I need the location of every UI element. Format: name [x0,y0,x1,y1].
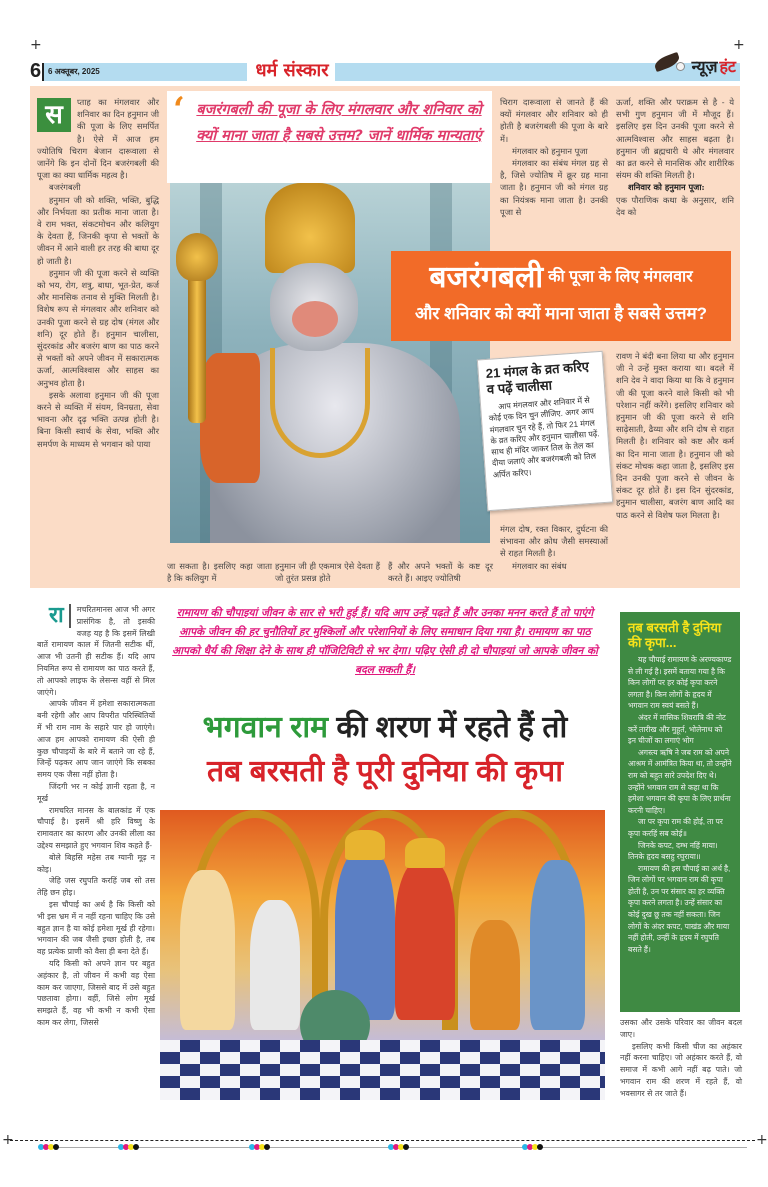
paragraph: एक पौराणिक कथा के अनुसार, शनि देव को [616,194,734,217]
registration-marks [522,1144,542,1150]
quote-headline-box [167,91,492,183]
under-image-column-3 [388,560,493,584]
article-hanuman-column-4-continued [616,350,734,521]
sidebar-box [620,612,740,1012]
chaupai: बोले बिहसि महेस तब ग्यानी मूढ़ न कोइ। [37,852,155,874]
paragraph: ऊर्जा, शक्ति और पराक्रम से है - ये सभी गुण हनुमान जी में मौजूद हैं। इसलिए इस दिन उनकी पूजा करने से आत्मविश्वास और साहस बढ़ता है। हनुमान जी ब्रह्मचारी थे और मंगलवार का व्रत करने से मानसिक और शारीरिक संयम की शक्ति मिलती है। [616,97,734,181]
crop-mark: + [30,37,42,53]
banner-text-line2: और शनिवार को क्यों माना जाता है सबसे उत्तम? [415,304,707,323]
ram-darbar-image [160,810,605,1100]
eagle-icon [650,54,690,78]
page-header [30,57,740,82]
footer-trim-line [10,1140,755,1141]
issue-date: 6 अक्तूबर, 2025 [48,67,100,76]
note-body: आप मंगलवार और शनिवार में से कोई एक दिन चुन लीजिए. अगर आप मंगलवार चुन रहे हैं, तो फिर 21 मंगल के व्रत करिए और हनुमान चालीसा पढ़ें. साथ ही मंदिर जाकर तिल के तेल का दीया जलाएं और बजरंगबली को तिल अर्पित करिए। [488,395,600,480]
article-ram-intro: रामायण की चौपाइयां जीवन के सार से भरी हुई हैं। यदि आप उन्हें पढ़ते हैं और उनका मनन करते हैं तो पाएंगे आपके जीवन की हर चुनौतियों हर मुश्किलों और परेशानियों के लिए समाधान दिया गया है। रामायण का पाठ आपको धैर्य की शिक्षा देने के साथ ही पॉजिटिविटी से भर देगा। पढ़िए ऐसी ही दो चौपाइयां जो आपके जीवन को बदल सकती हैं। [172,607,598,676]
paragraph: आपके जीवन में हमेशा सकारात्मकता बनी रहेगी और आप विपरीत परिस्थितियों में भी राम नाम के सहारे पार हो जाएंगे। आज हम आपको रामायण की ऐसी ही कुछ चौपाइयों के बारे में बताने जा रहे हैं, जिन्हें पढ़कर आप जान जाएंगे कि सबका समय एक जैसा नहीं होता है। [37,699,155,780]
subheading: मंगलवार को हनुमान पूजा [512,145,588,156]
paragraph: इस चौपाई का अर्थ है कि किसी को भी इस भ्रम में न नहीं रहना चाहिए कि उसे बहुत ज्ञान है या कोई हमेशा मूर्ख ही रहेगा। भगवान की जब जैसी इच्छा होती है, तब वह प्रत्येक प्राणी को वैसा ही बना देते हैं। [37,899,155,957]
paragraph: रामायण की इस चौपाई का अर्थ है, जिन लोगों पर भगवान राम की कृपा होती है, उन पर संसार का हर व्यक्ति कृपा करने लगता है। उन्हें संसार का कोई दुख छू तक नहीं सकता। जिन लोगों के अंदर कपट, पाखंड और माया नहीं होती, उन्हीं के हृदय में रघुपति बसते हैं। [628,863,731,954]
paragraph: इसके अलावा हनुमान जी की पूजा करने से व्यक्ति में संयम, विनम्रता, सेवा भावना और दृढ़ भक्ति उत्पन्न होती है। बिना किसी स्वार्थ के सेवा, भक्ति और समर्पण के माध्यम से भगवान को पाया [37,389,159,449]
registration-marks [38,1144,58,1150]
logo-text-hunt: हंट [719,57,736,76]
paragraph: मंगलवार का संबंध [512,560,567,571]
sidebar-body [628,654,732,955]
paragraph: हैं और अपने भक्तों के कष्ट दूर करते हैं। आइए ज्योतिषी [388,561,493,584]
chaupai: जा पर कृपा राम की होई, ता पर कृपा करहिं सब कोई॥ [628,817,723,838]
banner-text-line1: की पूजा के लिए मंगलवार [548,268,693,286]
article-ram-headline-line1 [165,708,605,748]
under-image-column-1 [167,560,272,584]
section-title: धर्म संस्कार [255,60,329,81]
drop-cap: रा [49,604,71,628]
registration-marks [118,1144,138,1150]
paragraph: जा सकता है। इसलिए कहा जाता है कि कलियुग में [167,561,272,584]
paragraph: मंगलवार का संबंध मंगल ग्रह से है, जिसे ज्योतिष में क्रूर ग्रह माना जाता है। हनुमान जी को मंगल ग्रह का नियंत्रक माना जाता है। उनकी पूजा से [500,158,608,217]
newspaper-logo [650,54,736,78]
paragraph: हनुमान जी को शक्ति, भक्ति, बुद्धि और निर्भयता का प्रतीक माना जाता है। वे राम भक्त, संकटमोचन और कलियुग के देवता हैं, जिनकी कृपा से भक्तों के जीवन में आने वाली हर तरह की बाधा दूर हो जाती है। [37,194,159,266]
chaupai: जिनके कपट, दम्भ नहिं माया। तिनके हृदय बसहु रघुराया॥ [628,840,718,862]
article-ram-column-1 [37,604,155,1029]
paragraph: मंगल दोष, रक्त विकार, दुर्घटना की संभावना और क्रोध जैसी समस्याओं से राहत मिलती है। [500,524,608,559]
quote-mark-icon: ‘ [173,90,185,130]
crop-mark: + [733,37,745,53]
paragraph: हनुमान जी ही एकमात्र ऐसे देवता हैं जो तुरंत प्रसन्न होते [275,561,380,584]
paragraph: इसलिए कभी किसी चीज का अहंकार नहीं करना चाहिए। जो अहंकार करते हैं, वो समाज में कभी आगे नहीं बढ़ पाते। जो भगवान राम की शरण में रहते हैं, वो भवसागर से तर जाते हैं। [620,1041,742,1098]
subheading: बजरंगबली [49,182,81,193]
note-title: 21 मंगल के व्रत करिए व पढ़ें चालीसा [485,358,590,397]
registration-marks [388,1144,408,1150]
paragraph: अगस्त्य ऋषि ने जब राम को अपने आश्रम में आमंत्रित किया था, तो उन्होंने राम को बहुत सारे उपदेश दिए थे। उन्होंने भगवान राम से कहा था कि हमेशा भगवान की कृपा के लिए प्रार्थना करनी चाहिए। [628,747,732,815]
article-hanuman-column-1 [37,96,159,450]
paragraph: रावण ने बंदी बना लिया था और हनुमान जी ने उन्हें मुक्त कराया था। बदले में शनि देव ने वादा किया था कि वे हनुमान जी की पूजा करने वाले किसी को भी परेशान नहीं करेंगे। इसलिए शनिवार को हनुमान जी की पूजा करने से शनि साढ़ेसाती, ढैय्या और शनि दोष से राहत मिलती है। शनिवार को कष्ट और कर्म का दिन माना जाता है। हनुमान जी को संकट मोचक कहा जाता है, इसलिए इस दिन उनकी पूजा करने से जीवन के संकट दूर होते हैं। इस दिन सुंदरकांड, हनुमान चालीसा, बजरंग बाण आदि का पाठ करने से विशेष फल मिलता है। [616,351,734,520]
subheading: जिंदगी भर न कोई ज्ञानी रहता है, न मूर्ख [37,781,155,803]
drop-cap: स [37,98,71,132]
crop-mark: + [2,1132,14,1148]
paragraph: यह चौपाई रामायण के अरण्यकाण्ड से ली गई है। इसमें बताया गया है कि किन लोगों पर हर कोई कृपा करने लगता है। किन लोगों के हृदय में भगवान राम स्वयं बसते हैं। [628,655,732,711]
hanuman-image [170,183,490,543]
paragraph: रामचरित मानस के बालकांड में एक चौपाई है। इसमें श्री हरि विष्णु के रामावतार का कारण और उनकी लीला का उद्देश्य समझाते हुए भगवान शिव कहते हैं- [37,805,155,850]
paragraph: प्ताह का मंगलवार और शनिवार का दिन हनुमान जी की पूजा के लिए समर्पित है। ऐसे में आज हम ज्योतिषि चिराग बेजान दारूवाला से जानेंगे कि इन दोनों दिन बजरंगबली की पूजा का क्या धार्मिक महत्व है। [37,97,159,181]
paragraph: मचरितमानस आज भी अगर प्रासंगिक है, तो इसकी वजह यह है कि इसमें लिखी बातें रामायण काल में जितनी सटीक थीं, आज भी उतनी ही सटीक हैं। यदि आप नियमित रूप से रामायण का पाठ करते हैं, तो आपको लाइफ के लेसन्स वहीं से मिल जाएंगे। [37,605,155,697]
article-hanuman-column-3-continued [500,523,608,572]
subheading: शनिवार को हनुमान पूजा: [628,182,705,193]
logo-text-news: न्यूज़ [691,57,718,76]
paragraph: यदि किसी को अपने ज्ञान पर बहुत अहंकार है, तो जीवन में कभी वह ऐसा काम कर जाएगा, जिससे बाद में उसे बहुत पछतावा होगा। वहीं, जिसे लोग मूर्ख समझते हैं, वह भी कभी न कभी ऐसा काम कर लेगा, जिससे [37,958,155,1027]
quote-headline: बजरंगबली की पूजा के लिए मंगलवार और शनिवार को क्यों माना जाता है सबसे उत्तम? जानें धार्मिक मान्यताएं [196,102,482,144]
article-hanuman-column-3 [500,96,608,218]
paragraph: हनुमान जी की पूजा करने से व्यक्ति को भय, रोग, शत्रु, बाधा, भूत-प्रेत, कर्ज और मानसिक तनाव से मुक्ति मिलती है। विशेष रूप से मंगलवार और शनिवार को उनकी पूजा करने से ग्रह दोष (मंगल और शनि) दूर होते हैं। हनुमान चालीसा, सुंदरकांड और बजरंग बाण का पाठ करने से भक्तों को अपने जीवन में सकारात्मक ऊर्जा, आत्मविश्वास और साहस का अनुभव होता है। [37,267,159,388]
page-number: 6 [30,60,42,82]
sidebar-title: तब बरसती है दुनिया की कृपा... [628,620,722,650]
chaupai: जेहि जस रघुपति करहिं जब सो तस तेहि छन होइ। [37,876,155,898]
article-hanuman-column-4 [616,96,734,218]
vrat-note-card [477,351,613,511]
registration-marks [249,1144,269,1150]
crop-mark: + [756,1132,768,1148]
headline-banner [391,251,731,341]
paragraph: उसका और उसके परिवार का जीवन बदल जाए। [620,1018,742,1039]
under-image-column-2 [275,560,380,584]
headline-text: की शरण में रहते हैं तो [336,711,568,744]
paragraph: अंदर में मासिक शिवरात्रि की नोट करें तारीख और मुहूर्त, भोलेनाथ को इन चीजों का लगाएं भोग [628,712,726,746]
headline-highlight: भगवान राम [202,711,329,744]
article-ram-column-right [620,1017,742,1100]
paragraph: चिराग दारूवाला से जानते हैं की क्यों मंगलवार और शनिवार को ही होती है बजरंगबली की पूजा के बारे में। [500,97,608,144]
banner-highlight: बजरंगबली [429,261,544,294]
article-ram-headline-line2: तब बरसती है पूरी दुनिया की कृपा [207,755,563,788]
